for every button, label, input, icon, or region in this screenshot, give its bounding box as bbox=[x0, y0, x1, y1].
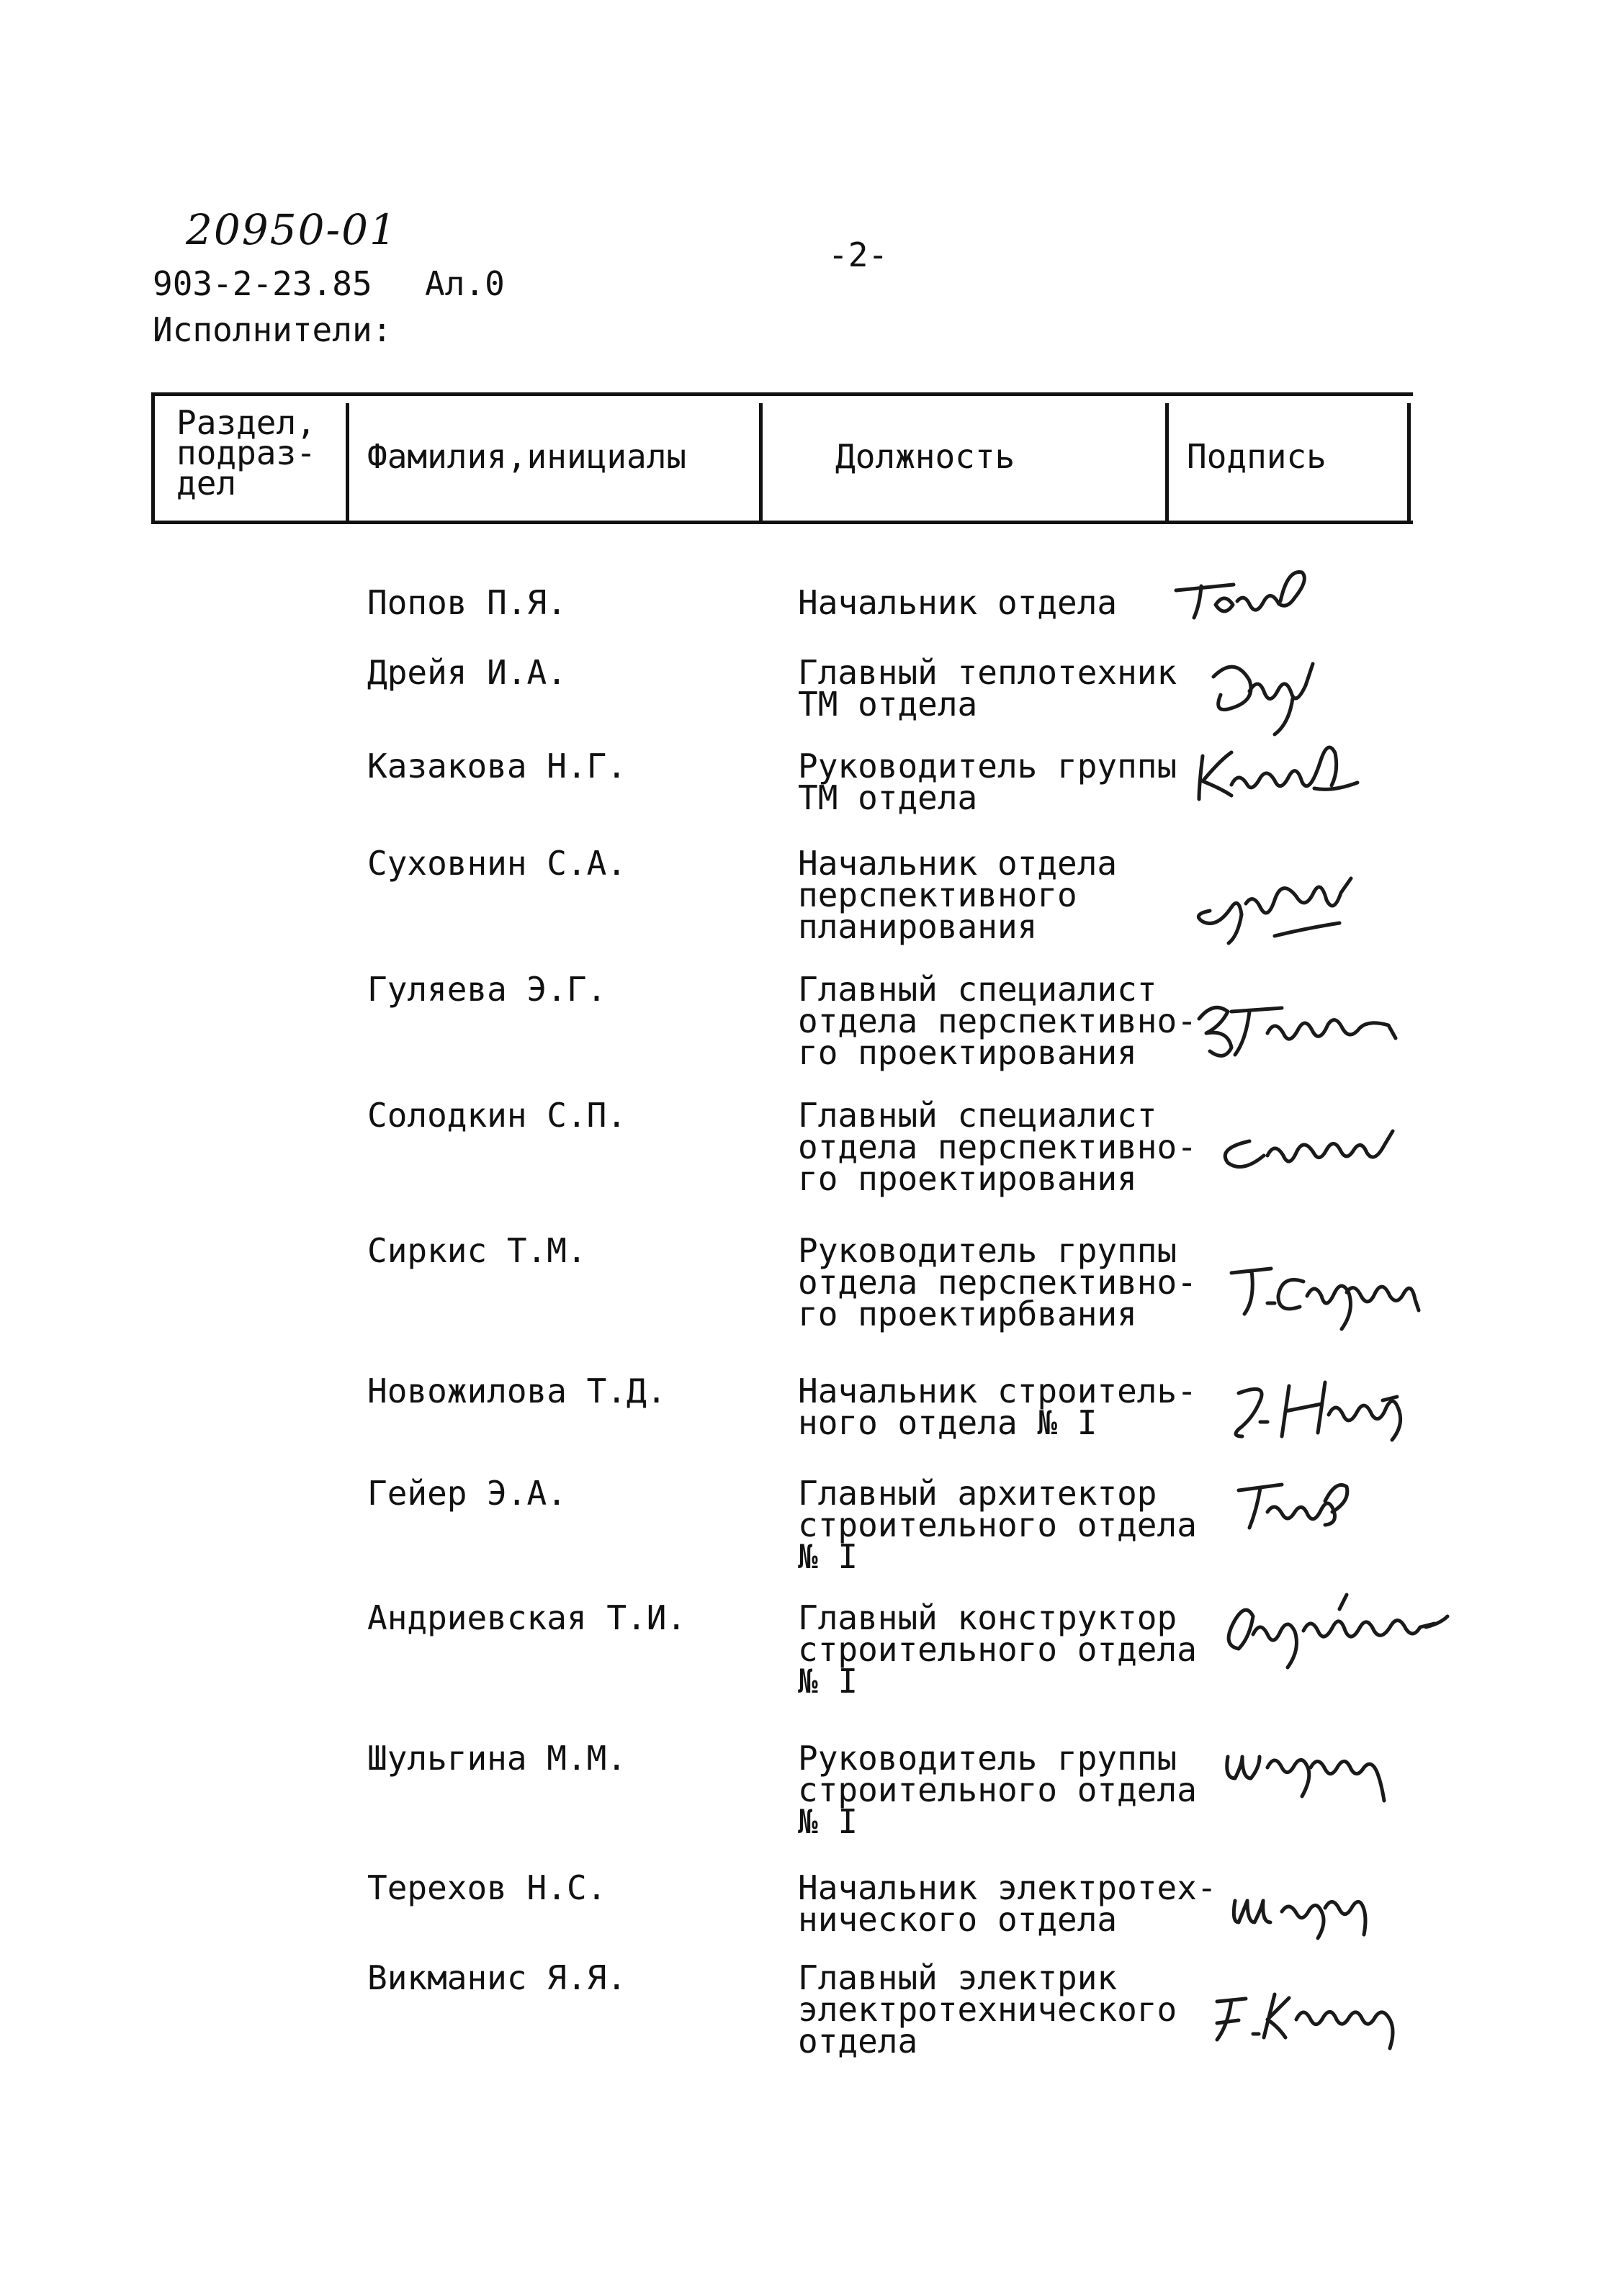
table-left-border bbox=[151, 392, 155, 524]
signature-shulgina bbox=[1217, 1732, 1419, 1818]
row-position: Главный специалист отдела перспективно- го проектирования bbox=[798, 1096, 1197, 1198]
row-position: Руководитель группы строительного отдела № I bbox=[798, 1739, 1197, 1841]
album-label: Ал.0 bbox=[425, 264, 505, 303]
signature-andrievskaya bbox=[1210, 1588, 1469, 1681]
row-position: Начальник электротех- нического отдела bbox=[798, 1868, 1217, 1939]
signature-sukhovnin bbox=[1188, 871, 1390, 958]
archive-number: 20950-01 bbox=[186, 205, 398, 254]
row-name: Гуляева Э.Г. bbox=[367, 970, 607, 1009]
row-name: Суховнин С.А. bbox=[367, 844, 627, 883]
table-bottom-border bbox=[151, 521, 1413, 524]
signature-novozhilova bbox=[1217, 1372, 1447, 1458]
signature-popov bbox=[1165, 562, 1324, 634]
row-position: Главный электрик электротехнического отдела bbox=[798, 1958, 1177, 2061]
row-position: Главный конструктор строительного отдела № I bbox=[798, 1598, 1197, 1701]
page-number: -2- bbox=[828, 235, 889, 274]
row-position: Руководитель группы ТМ отдела bbox=[798, 747, 1177, 817]
row-name: Викманис Я.Я. bbox=[367, 1958, 627, 1997]
row-name: Терехов Н.С. bbox=[367, 1868, 607, 1907]
table-top-border bbox=[151, 392, 1413, 396]
signature-sirkis bbox=[1224, 1253, 1455, 1339]
table-right-border bbox=[1407, 403, 1411, 524]
row-position: Главный архитектор строительного отдела № I bbox=[798, 1474, 1197, 1576]
row-name: Новожилова Т.Д. bbox=[367, 1372, 667, 1410]
signature-geier bbox=[1231, 1472, 1390, 1544]
signature-dreiya bbox=[1199, 648, 1343, 742]
designation: 903-2-23.85 bbox=[153, 264, 372, 303]
header-signature: Подпись bbox=[1187, 437, 1327, 476]
row-position: Главный теплотехник ТМ отдела bbox=[798, 653, 1177, 724]
header-position: Должность bbox=[835, 437, 1015, 476]
row-name: Шульгина М.М. bbox=[367, 1739, 627, 1778]
row-position: Начальник отдела bbox=[798, 583, 1118, 622]
row-name: Попов П.Я. bbox=[367, 583, 567, 622]
row-position: Руководитель группы отдела перспективно- го проектирбвания bbox=[798, 1231, 1197, 1333]
row-name: Дрейя И.А. bbox=[367, 653, 567, 692]
table-divider-1 bbox=[346, 403, 349, 521]
signature-vikmanis bbox=[1210, 1980, 1440, 2074]
table-divider-2 bbox=[759, 403, 763, 521]
table-divider-3 bbox=[1165, 403, 1169, 521]
row-position: Главный специалист отдела перспективно- го проектирования bbox=[798, 970, 1197, 1072]
row-position: Начальник строитель- ного отдела № I bbox=[798, 1372, 1197, 1442]
signature-terekhov bbox=[1224, 1872, 1397, 1951]
row-name: Солодкин С.П. bbox=[367, 1096, 627, 1135]
signature-solodkin bbox=[1210, 1123, 1426, 1188]
row-name: Гейер Э.А. bbox=[367, 1474, 567, 1513]
header-name: Фамилия,инициалы bbox=[367, 437, 687, 476]
row-name: Андриевская Т.И. bbox=[367, 1598, 687, 1637]
section-title: Исполнители: bbox=[153, 310, 392, 349]
header-section: Раздел, подраз- дел bbox=[176, 403, 316, 503]
signature-kazakova bbox=[1188, 734, 1375, 814]
row-name: Казакова Н.Г. bbox=[367, 747, 627, 785]
row-position: Начальник отдела перспективного планирования bbox=[798, 844, 1118, 946]
row-name: Сиркис Т.М. bbox=[367, 1231, 587, 1270]
signature-gulyaeva bbox=[1181, 990, 1411, 1069]
